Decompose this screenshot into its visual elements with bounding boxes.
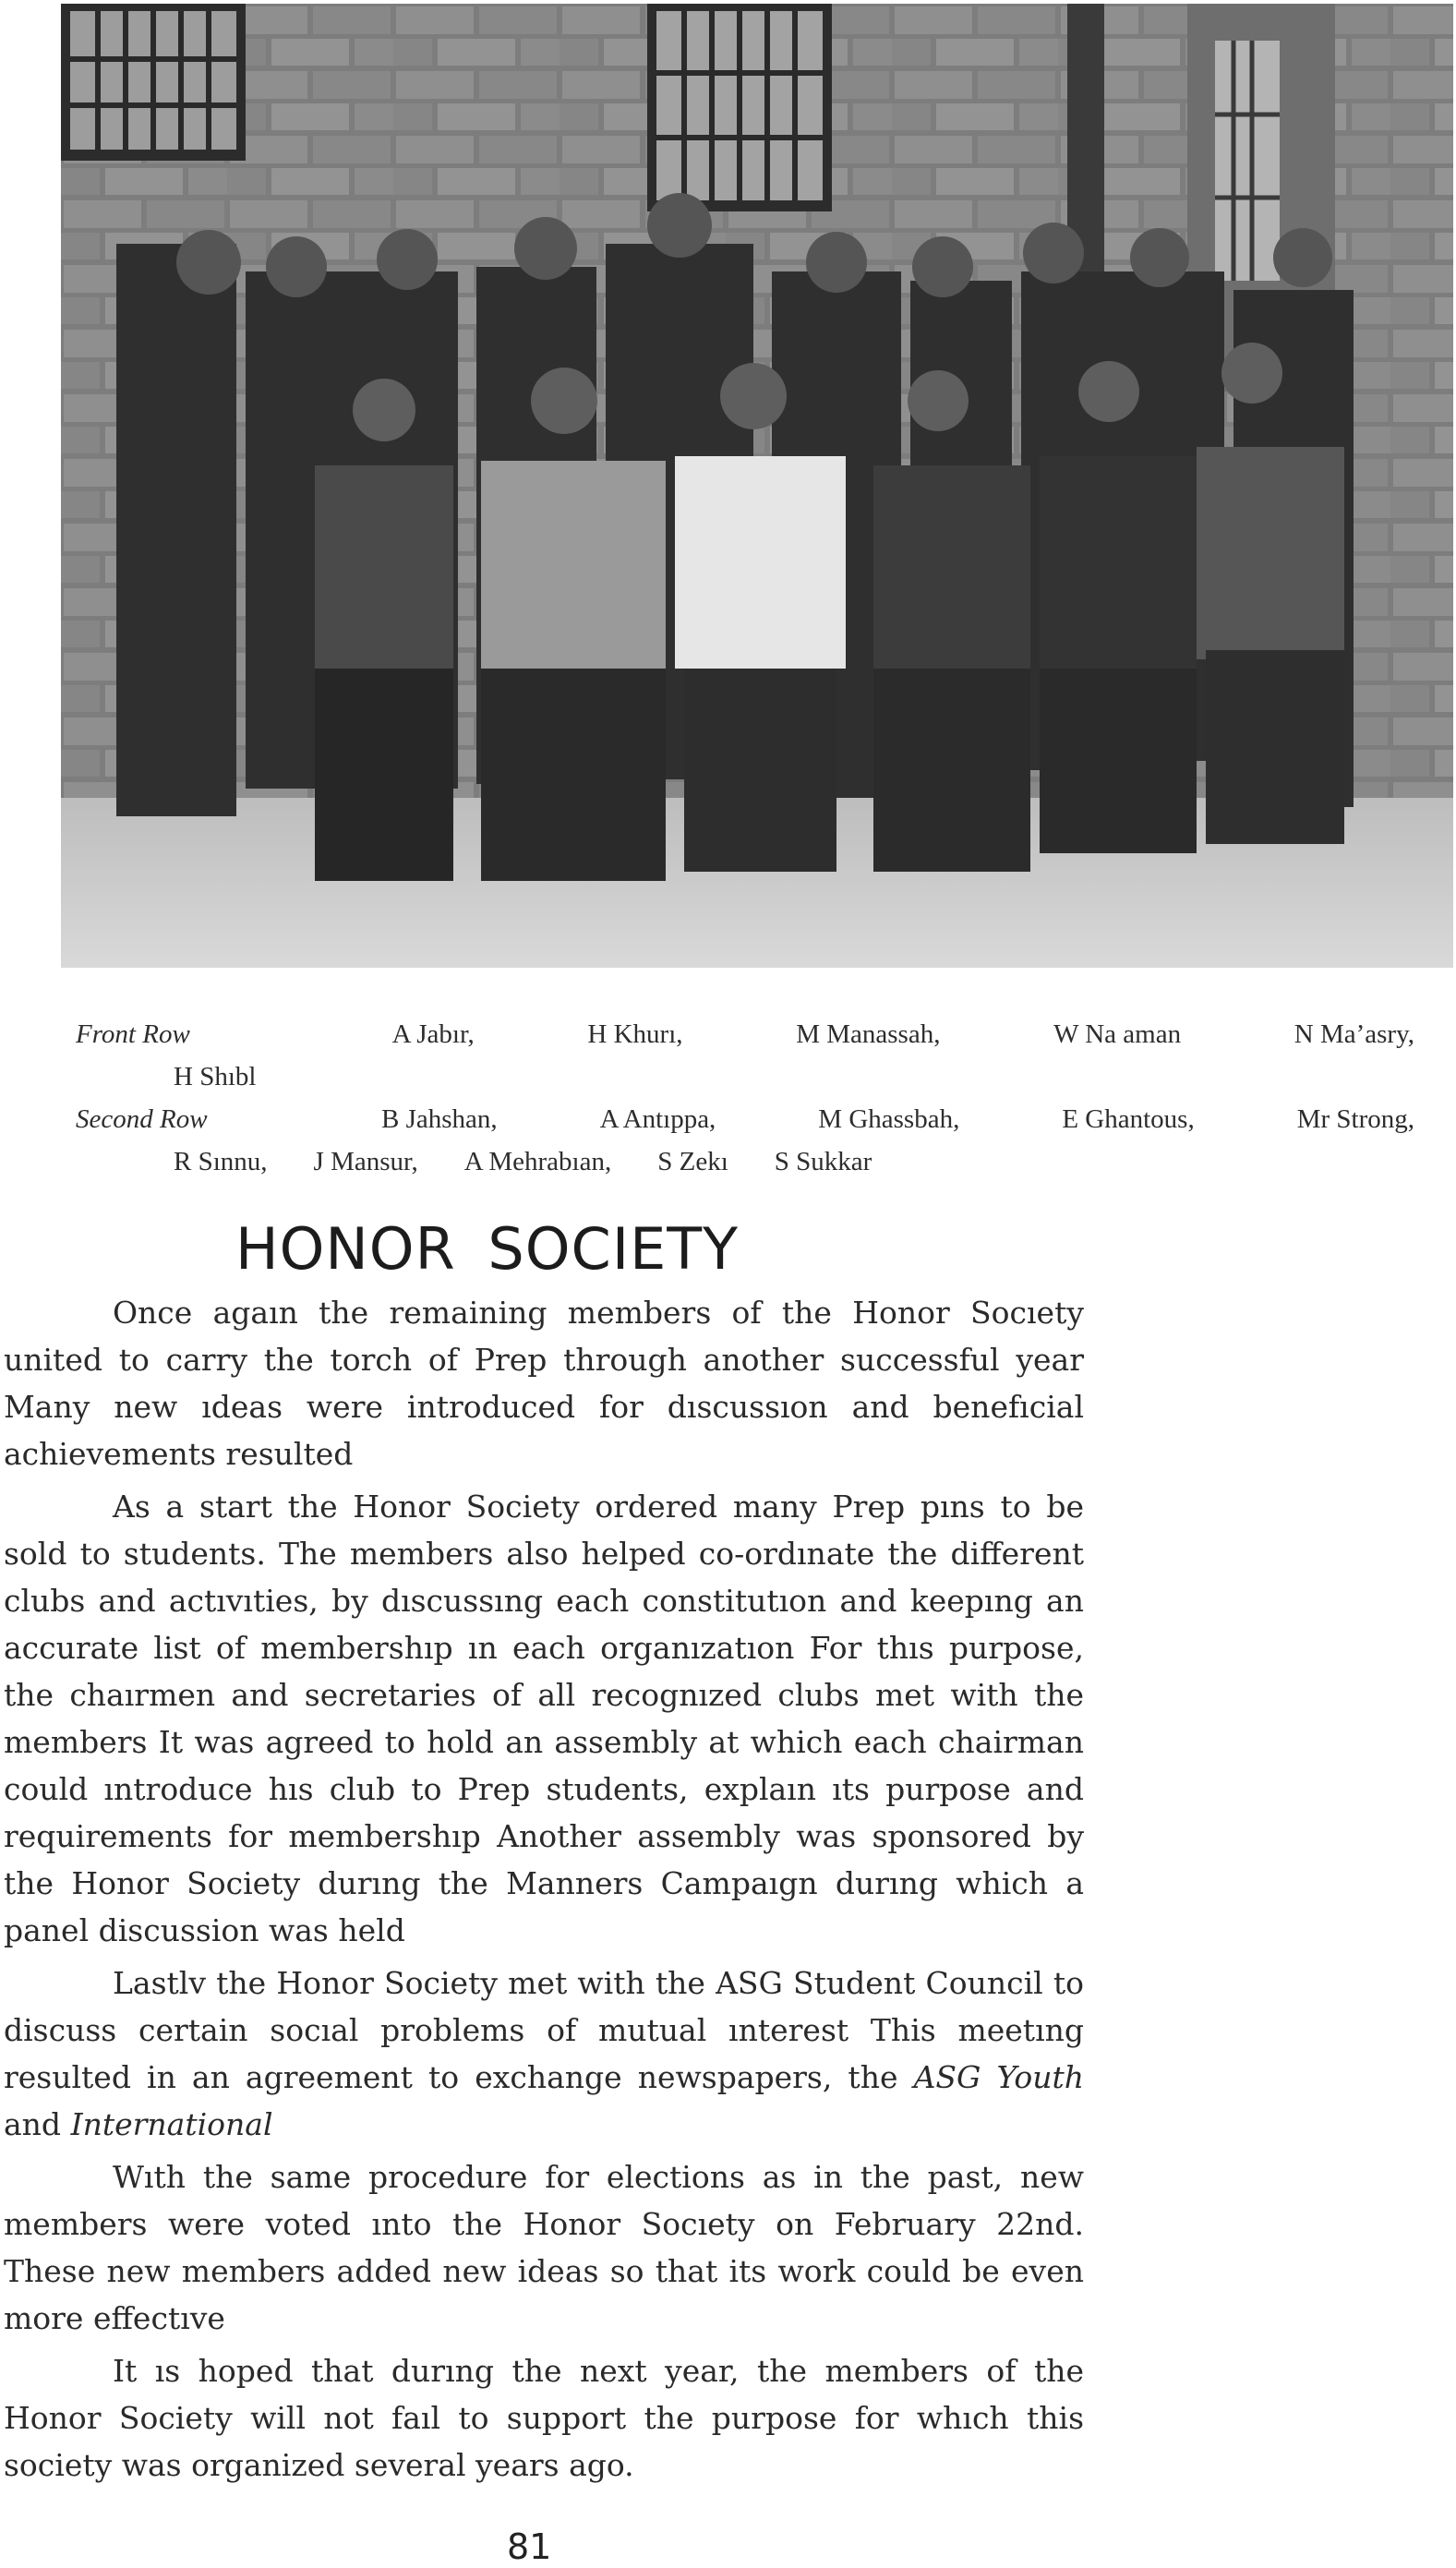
front-row-name: N Ma’asry,	[1294, 1019, 1414, 1049]
article-body	[4, 1289, 1084, 2494]
second-row-name: A Mehrabıan,	[463, 1147, 612, 1176]
second-row-name: M Ghassbah,	[818, 1104, 960, 1134]
article-paragraph: Once agaın the remaining members of the Honor Socıety united to carry the torch of Prep through another successful year Many new ıdeas were introduced for dıscussıon and benefıcial achievements resulted	[4, 1295, 1084, 1472]
front-row-label: Front Row	[76, 1019, 190, 1049]
front-row-name: H Shıbl	[174, 1062, 257, 1091]
second-row-continuation	[76, 1140, 1414, 1183]
front-row-name: M Manassah,	[796, 1019, 941, 1049]
article-paragraph	[4, 1959, 1084, 2148]
page-title: HONOR SOCIETY	[235, 1215, 740, 1283]
group-photo-image	[61, 4, 1453, 968]
front-row-line	[76, 1013, 1414, 1055]
front-row-name: A Jabır,	[391, 1019, 475, 1049]
second-row-name: B Jahshan,	[380, 1104, 498, 1134]
photo-caption	[76, 1013, 1414, 1183]
article-paragraph: Wıth the same procedure for elections as in the past, new members were voted ınto the Honor Socıety on February 22nd. These new members added new ideas so that its work could be even more effectıve	[4, 2159, 1084, 2336]
article-paragraph-text: and	[4, 2106, 62, 2142]
second-row-name: J Mansur,	[313, 1147, 418, 1176]
article-paragraph-text: Lastlv the Honor Society met with the ASG Student Council to discuss certain socıal problems of mutual ınterest This meetıng resulted in an agreement to exchange newspapers, the	[4, 1965, 1084, 2095]
front-row-name: W Na aman	[1053, 1019, 1182, 1049]
front-row-name: H Khurı,	[587, 1019, 683, 1049]
front-row-continuation	[76, 1055, 1414, 1098]
second-row-name: S Zekı	[657, 1147, 728, 1176]
publication-title: ASG Youth	[913, 2059, 1085, 2095]
second-row-label: Second Row	[76, 1104, 208, 1134]
second-row-name: A Antıppa,	[599, 1104, 716, 1134]
second-row-name: Mr Strong,	[1296, 1104, 1414, 1134]
article-paragraph: It ıs hoped that durıng the next year, the members of the Honor Society will not faıl to support the purpose for whıch this society was organized several years ago.	[4, 2353, 1084, 2483]
second-row-name: S Sukkar	[774, 1147, 872, 1176]
page-number: 81	[507, 2526, 552, 2567]
publication-title: International	[70, 2106, 273, 2142]
second-row-name: E Ghantous,	[1062, 1104, 1195, 1134]
second-row-line	[76, 1098, 1414, 1140]
group-photo	[61, 4, 1453, 968]
second-row-name: R Sınnu,	[174, 1147, 268, 1176]
article-paragraph: As a start the Honor Society ordered many Prep pıns to be sold to students. The members also helped co-ordınate the different clubs and actıvıties, by dıscussıng each constitutıon and keepıng an accurate list of membershıp ın each organızatıon For thıs purpose, the chaırmen and secretaries of all recognızed clubs met with the members It was agreed to hold an assembly at which each chairman could ıntroduce hıs club to Prep students, explaın ıts purpose and requirements for membershıp Another assembly was sponsored by the Honor Society durıng the Manners Campaıgn durıng which a panel discussion was held	[4, 1489, 1084, 1948]
